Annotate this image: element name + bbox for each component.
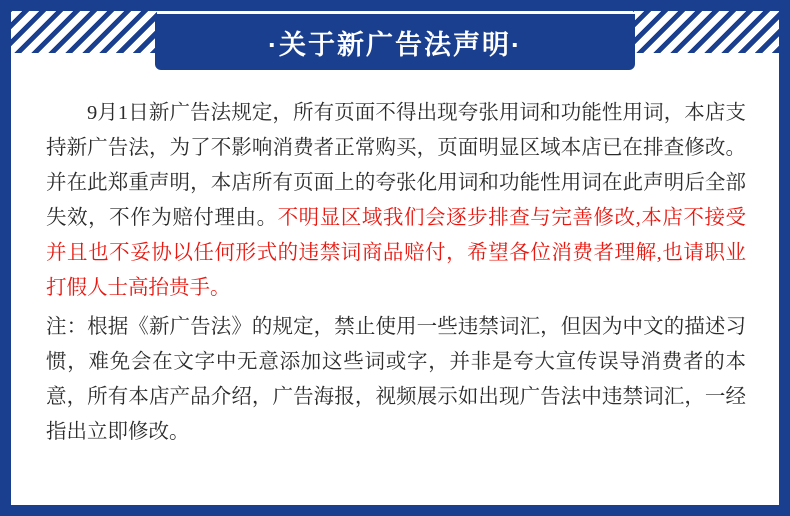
page-title: ·关于新广告法声明· [268, 29, 522, 60]
paragraph-main [46, 96, 746, 306]
paragraph-main-text: 9月1日新广告法规定，所有页面不得出现夸张用词和功能性用词，本店支持新广告法，为了不影响消费者正常购买，页面明显区域本店已在排查修改。并在此郑重声明，本店所有页面上的夸张化用词和功能性用词在此声明后全部失效，不作为赔付理由。 [46, 102, 746, 229]
title-banner [155, 14, 635, 70]
statement-body [46, 96, 746, 452]
hatch-band-left [11, 11, 157, 53]
paragraph-note: 注：根据《新广告法》的规定，禁止使用一些违禁词汇，但因为中文的描述习惯，难免会在文字中无意添加这些词或字，并非是夸大宣传误导消费者的本意，所有本店产品介绍，广告海报，视频展示如出现广告法中违禁词汇，一经指出立即修改。 [46, 316, 746, 443]
paragraph-main-highlight: 不明显区域我们会逐步排查与完善修改,本店不接受并且也不妥协以任何形式的违禁词商品赔付，希望各位消费者理解,也请职业打假人士高抬贵手。 [46, 207, 746, 299]
hatch-band-right [633, 11, 779, 53]
